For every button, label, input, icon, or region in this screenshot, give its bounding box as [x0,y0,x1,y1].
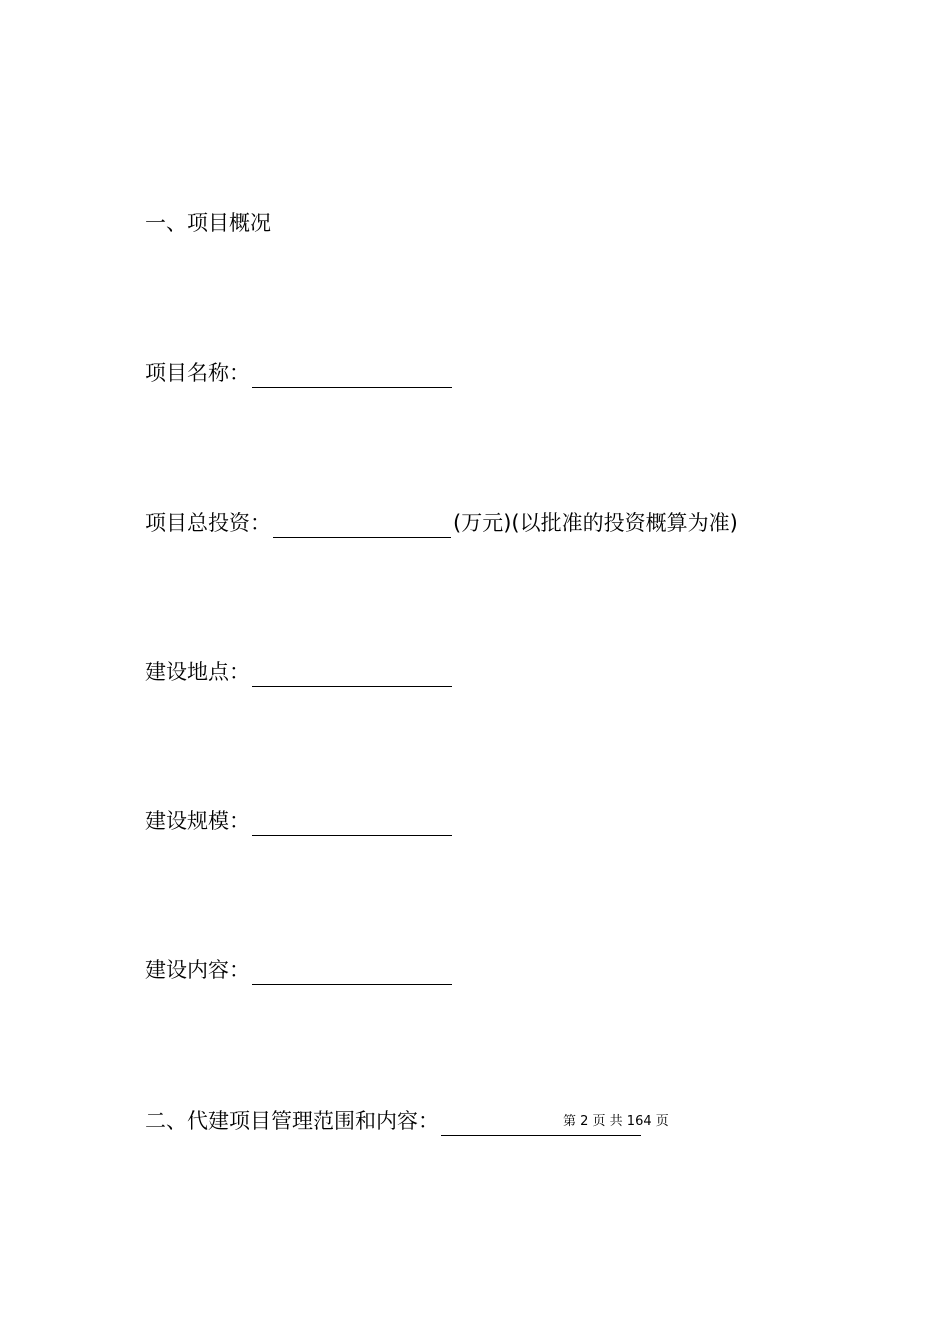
project-name-blank[interactable] [252,365,452,388]
location-blank[interactable] [252,664,452,687]
field-scale [145,806,452,836]
scale-blank[interactable] [252,813,452,836]
field-location-label: 建设地点： [145,660,250,684]
total-investment-blank[interactable] [273,515,451,538]
field-total-investment-label: 项目总投资： [145,511,271,535]
section-heading-scope-text: 二、代建项目管理范围和内容： [145,1109,439,1133]
section-heading-overview-text: 一、项目概况 [145,211,271,235]
field-total-investment [145,508,738,538]
investment-unit-note: (万元)(以批准的投资概算为准) [453,511,738,535]
section-heading-overview [145,208,271,238]
field-location [145,657,452,687]
field-project-name-label: 项目名称： [145,361,250,385]
content-blank[interactable] [252,962,452,985]
field-project-name [145,358,452,388]
field-scale-label: 建设规模： [145,809,250,833]
field-content [145,955,452,985]
page-number: 第 2 页 共 164 页 [563,1114,669,1129]
field-content-label: 建设内容： [145,958,250,982]
